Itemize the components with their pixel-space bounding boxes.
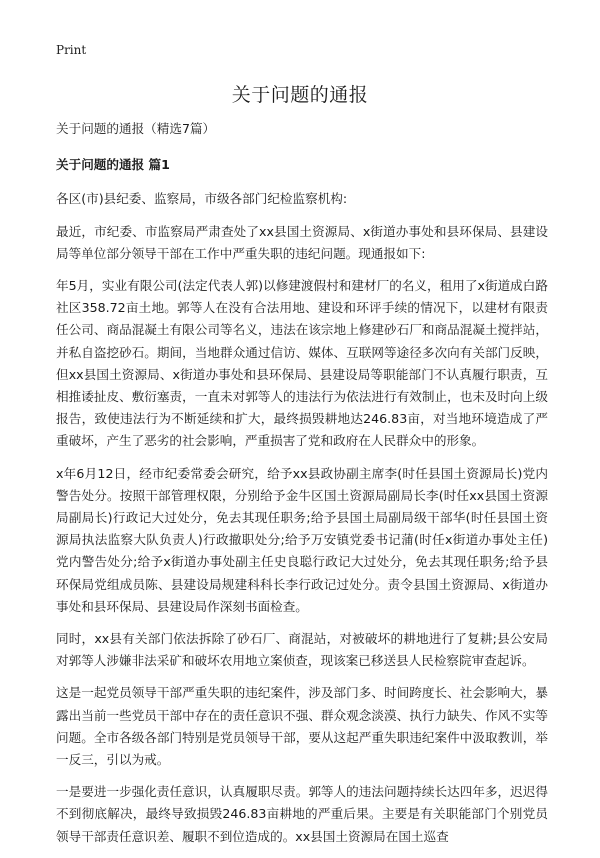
print-link[interactable]: Print [56,43,87,57]
paragraph: 一是要进一步强化责任意识，认真履职尽责。郭等人的违法问题持续长达四年多，迟迟得不到彻底解决，最终导致损毁246.83亩耕地的严重后果。主要是有关职能部门个别党员领导干部责任意识差、履职不到位造成的。xx县国土资源局在国土巡查 [56,784,548,844]
document-title: 关于问题的通报 [231,84,369,106]
paragraph: 这是一起党员领导干部严重失职的违纪案件，涉及部门多、时间跨度长、社会影响大，暴露出当前一些党员干部中存在的责任意识不强、群众观念淡漠、执行力缺失、作风不实等问题。全市各级各部门特别是党员领导干部，要从这起严重失职违纪案件中汲取教训，举一反三，引以为戒。 [56,685,548,768]
paragraph: 年5月，实业有限公司(法定代表人郭)以修建渡假村和建材厂的名义，租用了x街道成白路社区358.72亩土地。郭等人在没有合法用地、建设和环评手续的情况下，以建材有限责任公司、商品混凝土有限公司等名义，违法在该宗地上修建砂石厂和商品混凝土搅拌站，并私自盗挖砂石。期间，当地群众通过信访、媒体、互联网等途径多次向有关部门反映，但xx县国土资源局、x街道办事处和县环保局、县建设局等职能部门不认真履行职责，互相推诿扯皮、敷衍塞责，一直未对郭等人的违法行为依法进行有效制止，也未及时向上级报告，致使违法行为不断延续和扩大，最终损毁耕地达246.83亩，对当地环境造成了严重破坏，产生了恶劣的社会影响，严重损害了党和政府在人民群众中的形象。 [56,278,548,449]
paragraph: 同时，xx县有关部门依法拆除了砂石厂、商混站，对被破坏的耕地进行了复耕;县公安局对郭等人涉嫌非法采矿和破坏农用地立案侦查，现该案已移送县人民检察院审查起诉。 [56,631,548,669]
paragraph: x年6月12日，经市纪委常委会研究，给予xx县政协副主席李(时任县国土资源局长)党内警告处分。按照干部管理权限，分别给予金牛区国土资源局副局长李(时任xx县国土资源局副局长)行政记大过处分，免去其现任职务;给予县国土局副局级干部华(时任县国土资源局执法监察大队负责人)行政撤职处分;给予万安镇党委书记蒲(时任x街道办事处主任)党内警告处分;给予x街道办事处副主任史良聪行政记大过处分，免去其现任职务;给予县环保局党组成员陈、县建设局规建科科长李行政记过处分。责令县国土资源局、x街道办事处和县环保局、县建设局作深刻书面检查。 [56,465,548,614]
paragraph: 最近，市纪委、市监察局严肃查处了xx县国土资源局、x街道办事处和县环保局、县建设局等单位部分领导干部在工作中严重失职的违纪问题。现通报如下: [56,223,548,261]
section-heading: 关于问题的通报 篇1 [56,157,170,173]
document-body [56,118,548,858]
paragraph: 各区(市)县纪委、监察局，市级各部门纪检监察机构: [56,191,348,207]
document-subtitle: 关于问题的通报（精选7篇） [56,121,216,136]
